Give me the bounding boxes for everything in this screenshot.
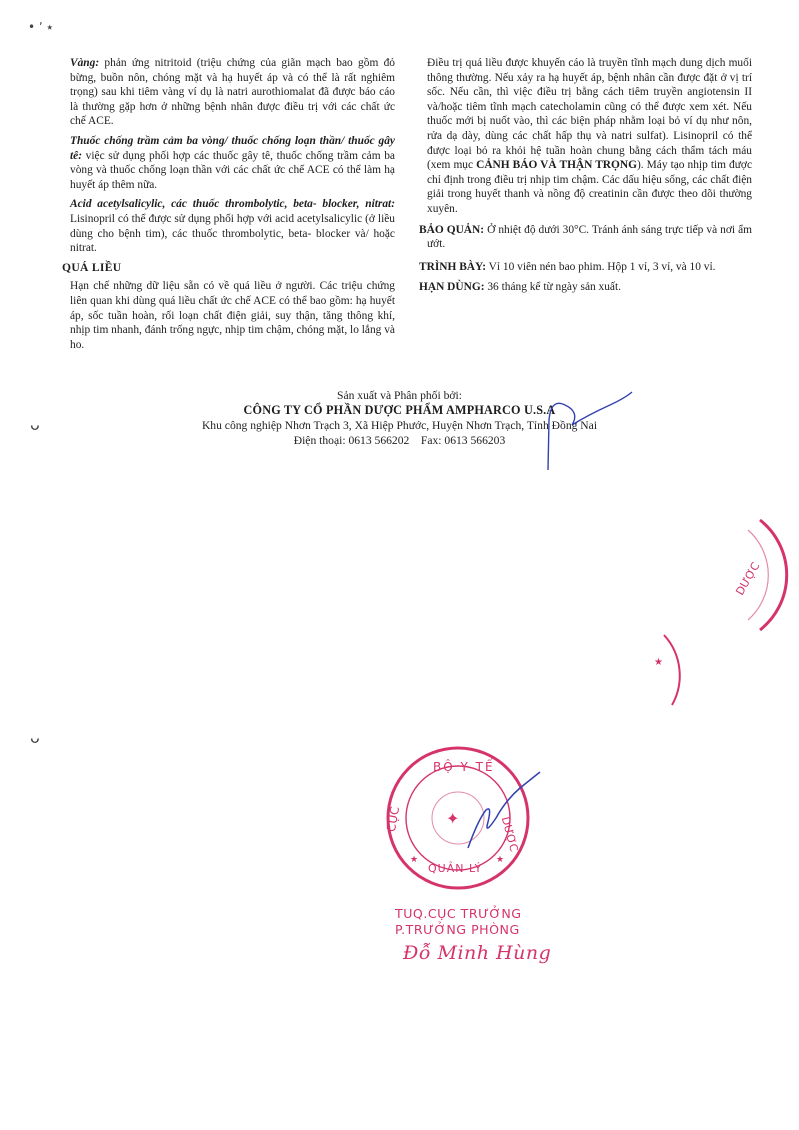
- presentation-label: TRÌNH BÀY:: [419, 260, 486, 273]
- text-antidepressants: việc sử dụng phối hợp các thuốc gây tê, thuốc chống trầm cảm ba vòng và thuốc chống loạn thần với các chất ức chế ACE có thể làm hạ huyết áp thêm nữa.: [70, 149, 395, 191]
- star-icon: ★: [654, 657, 663, 668]
- paragraph-acetylsalicylic: [70, 197, 395, 255]
- lead-gold: Vàng:: [70, 57, 100, 69]
- seal-bottom-text: QUẢN LÝ: [428, 862, 483, 875]
- treatment-text-a: Điều trị quá liều được khuyến cáo là truyền tĩnh mạch dung dịch muối thông thường. Nếu xảy ra hạ huyết áp, bệnh nhân cần được đặt ở vị trí sốc. Nếu cần, thì việc điều trị bằng cách tiêm truyền angiotensin II và/hoặc tiêm tĩnh mạch catecholamin cũng có thể được xem xét. Nếu thuốc mới bị nuốt vào, thì các biện pháp nhằm loại bỏ ví dụ như nôn, rửa dạ dày, dùng các chất hấp thụ và natri sulfat). Lisinopril có thể được loại bỏ ra khỏi hệ tuần hoàn chung bằng cách thẩm tách máu (xem mục: [427, 57, 752, 172]
- approval-block: [395, 906, 595, 964]
- storage-label: BẢO QUẢN:: [419, 223, 485, 236]
- lead-acetylsalicylic: Acid acetylsalicylic, các thuốc thrombolytic, beta- blocker, nitrat:: [70, 198, 395, 211]
- paragraph-storage: [419, 223, 752, 252]
- treatment-reference: CẢNH BÁO VÀ THẬN TRỌNG: [476, 159, 637, 172]
- paragraph-presentation: [419, 260, 752, 275]
- seal-star-icon: ★: [410, 855, 419, 865]
- signatory-name: Đỗ Minh Hùng: [403, 942, 552, 964]
- seal-left-text: CỤC: [383, 805, 403, 834]
- treatment-text-b: ). Máy tạo nhịp tim được chỉ định trong điều trị nhịp tim chậm. Các dấu hiệu sống, các chất điện giải trong huyết thanh và nồng độ creatinin cần được theo dõi thường xuyên.: [427, 159, 752, 215]
- scan-mark-hook: ᴗ: [30, 415, 40, 434]
- right-column: [419, 56, 752, 300]
- manufacturer-block: [0, 388, 799, 448]
- ministry-seal: [384, 748, 528, 888]
- partial-seal-right: [760, 520, 787, 630]
- seal-emblem-star-icon: ✦: [446, 809, 460, 828]
- company-name: CÔNG TY CỔ PHẦN DƯỢC PHẨM AMPHARCO U.S.A: [243, 403, 556, 417]
- scan-mark-hook: ᴗ: [30, 728, 40, 747]
- expiry-text: 36 tháng kể từ ngày sản xuất.: [484, 281, 622, 294]
- paragraph-gold: [70, 56, 395, 129]
- partial-seal-lower-arc: [664, 635, 680, 705]
- lead-antidepressants: Thuốc chống trầm cảm ba vòng/ thuốc chống loạn thần/ thuốc gây tê:: [70, 134, 395, 162]
- overdose-heading: QUÁ LIỀU: [62, 260, 122, 274]
- text-acetylsalicylic: Lisinopril có thể được sử dụng phối hợp với acid acetylsalicylic (ở liều dùng cho bệnh tim), các thuốc thrombolytic, beta- blocker và/ hoặc nitrat.: [70, 212, 395, 255]
- expiry-label: HẠN DÙNG:: [419, 281, 485, 294]
- approval-line-2: P.TRƯỞNG PHÒNG: [395, 922, 520, 937]
- approval-line-1: TUQ.CỤC TRƯỞNG: [395, 906, 522, 921]
- paragraph-treatment: [419, 56, 752, 217]
- seal-star-icon: ★: [496, 855, 505, 865]
- producer-line: Sản xuất và Phân phối bởi:: [337, 389, 462, 402]
- company-contact: Điện thoại: 0613 566202 Fax: 0613 566203: [293, 434, 506, 447]
- left-column: [62, 56, 395, 357]
- paragraph-expiry: [419, 280, 752, 295]
- company-address: Khu công nghiệp Nhơn Trạch 3, Xã Hiệp Phước, Huyện Nhơn Trạch, Tỉnh Đồng Nai: [201, 419, 598, 432]
- presentation-text: Vỉ 10 viên nén bao phim. Hộp 1 vỉ, 3 vỉ, và 10 vỉ.: [486, 260, 716, 273]
- scan-mark-dots: • ʼ ٭: [28, 20, 54, 34]
- paragraph-antidepressants: [70, 134, 395, 192]
- overdose-text: Hạn chế những dữ liệu sẵn có về quá liều ở người. Các triệu chứng liên quan khi dùng quá liều chất ức chế ACE có thể bao gồm: hạ huyết áp, sốc tuần hoàn, rối loạn chất điện giải, suy thận, tăng thông khí, nhịp tim nhanh, đánh trống ngực, nhịp tim chậm, chóng mặt, lo lắng và ho.: [70, 280, 395, 351]
- storage-text: Ở nhiệt độ dưới 30°C. Tránh ánh sáng trực tiếp và nơi ẩm ướt.: [427, 223, 752, 251]
- seal-right-text: DƯỢC: [498, 815, 521, 854]
- seal-top-text: BỘ Y TẾ: [433, 760, 495, 774]
- partial-seal-right-text: DƯỢC: [733, 560, 763, 598]
- approval-signature-mark: [468, 772, 540, 848]
- text-gold: phản ứng nitritoid (triệu chứng của giãn mạch bao gồm đỏ bừng, buồn nôn, chóng mặt và hạ huyết áp và có thể là rất nghiêm trọng) sau khi tiêm vàng ví dụ là natri aurothiomalat đã được báo cáo là thường gặp hơn ở những bệnh nhân được điều trị với các chất ức chế ACE.: [70, 57, 395, 128]
- partial-seal-right-inner: [748, 530, 768, 620]
